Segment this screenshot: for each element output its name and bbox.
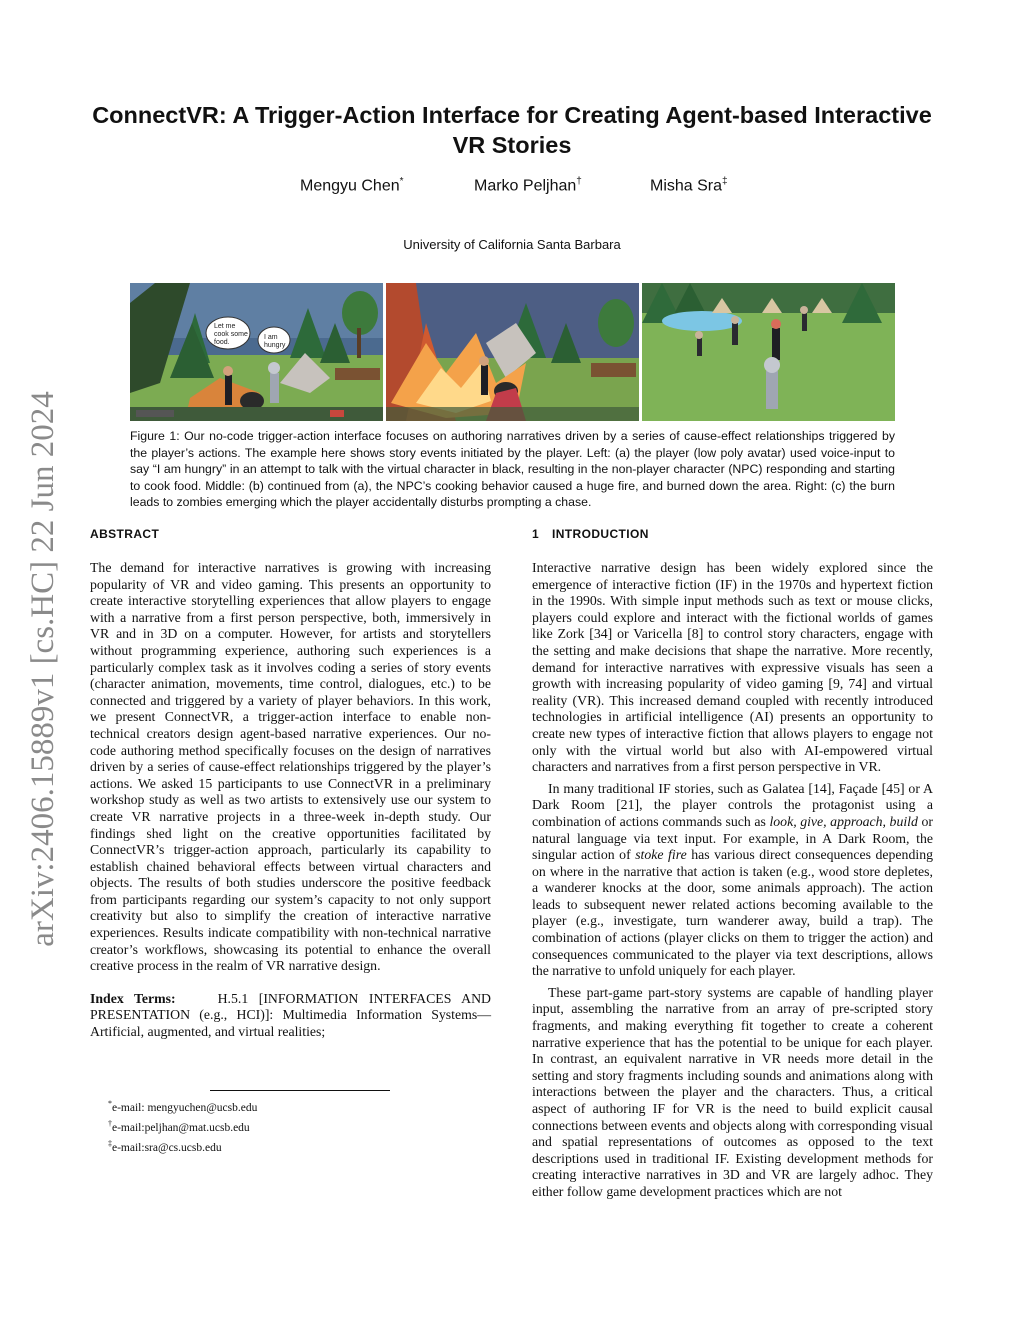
abstract-heading: ABSTRACT (90, 527, 160, 541)
footnotes (108, 1096, 257, 1155)
title-line-1: ConnectVR: A Trigger-Action Interface for Creating Agent-based Interactive (92, 102, 932, 128)
author-2: Marko Peljhan† (474, 176, 582, 195)
index-terms (90, 991, 491, 1041)
author-1: Mengyu Chen* (300, 176, 404, 195)
index-terms-text: H.5.1 [INFORMATION INTERFACES AND PRESENTATION (e.g., HCI)]: Multimedia Information Systems—Artificial, augmented, and virtual realities; (90, 990, 492, 1040)
arxiv-identifier: arXiv:2406.15889v1 [cs.HC] 22 Jun 2024 (25, 391, 61, 947)
figure-caption: Figure 1: Our no-code trigger-action interface focuses on authoring narratives driven by a series of cause-effect relationships triggered by the player’s actions. The example here shows story events initiated by the player. Left: (a) the player (low poly avatar) used voice-input to say “I am hungry” in an attempt to talk with the virtual character in black, resulting in the non-player character (NPC) responding and starting to cook food. Middle: (b) continued from (a), the NPC’s cooking behavior caused a huge fire, and burned down the area. Right: (c) the burn leads to zombies emerging which the player accidentally disturbs prompting a chase. (130, 429, 895, 509)
figure-panel-a (130, 283, 383, 421)
figure-panel-b (386, 283, 639, 421)
footnote: *e-mail: mengyuchen@ucsb.edu (108, 1099, 258, 1114)
left-column (90, 525, 491, 1041)
right-column (532, 525, 933, 1201)
bubble-line: food. (214, 339, 230, 346)
bubble-line: hungry (264, 342, 286, 349)
author-3: Misha Sra‡ (650, 176, 728, 195)
abstract-text: The demand for interactive narratives is growing with increasing popularity of VR and video gaming. This presents an opportunity to create interactive storytelling experiences that allow players to engage with a narrative from a first person perspective, both, immersively in VR and in 3D on a computer. However, for artists and storytellers without programming experience, authoring such experiences is a particularly complex task as it involves coding a series of story events (character animation, movements, time control, dialogues, etc.) to be connected and triggered by a variety of player behaviors. In this work, we present ConnectVR, a trigger-action interface to enable non-technical creators design agent-based narrative experiences. Our no-code authoring method specifically focuses on the design of narratives driven by a series of cause-effect relationships triggered by the player’s actions. We asked 15 participants to use ConnectVR in a preliminary workshop study as well as two artists to extensively use our system to create VR narrative projects in a three-week in-depth study. Our findings shed light on the creative opportunities facilitated by ConnectVR’s trigger-action approach, particularly its capability to establish chained behavioral effects between virtual characters and objects. The results of both studies underscore the positive feedback from participants regarding our system’s capacity to not only support creativity but also to simplify the creation of interactive narrative experiences. Results indicate compatibility with non-technical narrative creator’s workflows, showcasing its potential to enhance the overall creative process in the realm of VR narrative design. (90, 560, 491, 974)
paper-title (80, 100, 944, 160)
index-terms-label: Index Terms: (90, 990, 176, 1006)
bubble-line: cook some (214, 331, 248, 338)
footnote: †e-mail:peljhan@mat.ucsb.edu (108, 1118, 250, 1134)
title-line-2: VR Stories (452, 132, 572, 158)
affiliation: University of California Santa Barbara (403, 237, 621, 252)
footnote-rule (210, 1090, 390, 1091)
bubble-line: I am (264, 334, 278, 341)
figure-panel-c (642, 283, 895, 421)
footnote: ‡e-mail:sra@cs.ucsb.edu (108, 1138, 222, 1154)
intro-paragraph-2: In many traditional IF stories, such as Galatea [14], Façade [45] or A Dark Room [21], the player controls the protagonist using a combination of actions commands such as look, give, approach, build or natural language via text input. For example, in A Dark Room, the singular action of stoke fire has various direct consequences depending on where in the narrative that action is taken (e.g., wood store depletes, a wanderer knocks at the door, some animals approach). The action leads to subsequent newer related actions becoming available to the player (e.g., investigate, turn wanderer away, build a trap). The combination of actions (player clicks on them to trigger the action) and consequences communicated to the player via text descriptions, allows the narrative to unfold uniquely for each player. (532, 780, 933, 979)
intro-heading: 1 INTRODUCTION (532, 527, 649, 541)
intro-paragraph-1: Interactive narrative design has been widely explored since the emergence of interactive fiction (IF) in the 1970s and hypertext fiction in the 1990s. With simple input methods such as text or mouse clicks, players could explore and interact with the fictional worlds of games like Zork [34] or Varicella [8] to control story characters, engage with the setting and make decisions that shape the narrative. More recently, demand for interactive narratives with expressive visuals has seen a growth with increasing popularity of video gaming [9, 74] and virtual reality (VR). This increased demand coupled with recently introduced technologies in artificial intelligence (AI) presents an opportunity to create new types of interactive fiction that allows players to engage not only with the virtual world but also with AI-empowered virtual characters and narratives from a first person perspective in VR. (532, 560, 933, 775)
bubble-line: Let me (214, 323, 236, 330)
intro-paragraph-3: These part-game part-story systems are capable of handling player input, assembling the narrative from an array of pre-scripted story fragments, and making everything fit together to create a coherent narrative experience that has the potential to be unique for each player. In contrast, an equivalent narrative in VR needs more detail in the setting and story fragments including sounds and animations along with interactions between the player and the characters. Thus, a critical aspect of authoring IF for VR is the need to build explicit causal connections between events and objects along with corresponding visual and spatial representations of outcomes as opposed to the text descriptions used in traditional IF. Existing development methods for creating interactive narratives in 3D and VR are largely adhoc. They either follow game development practices which are not (532, 984, 933, 1199)
